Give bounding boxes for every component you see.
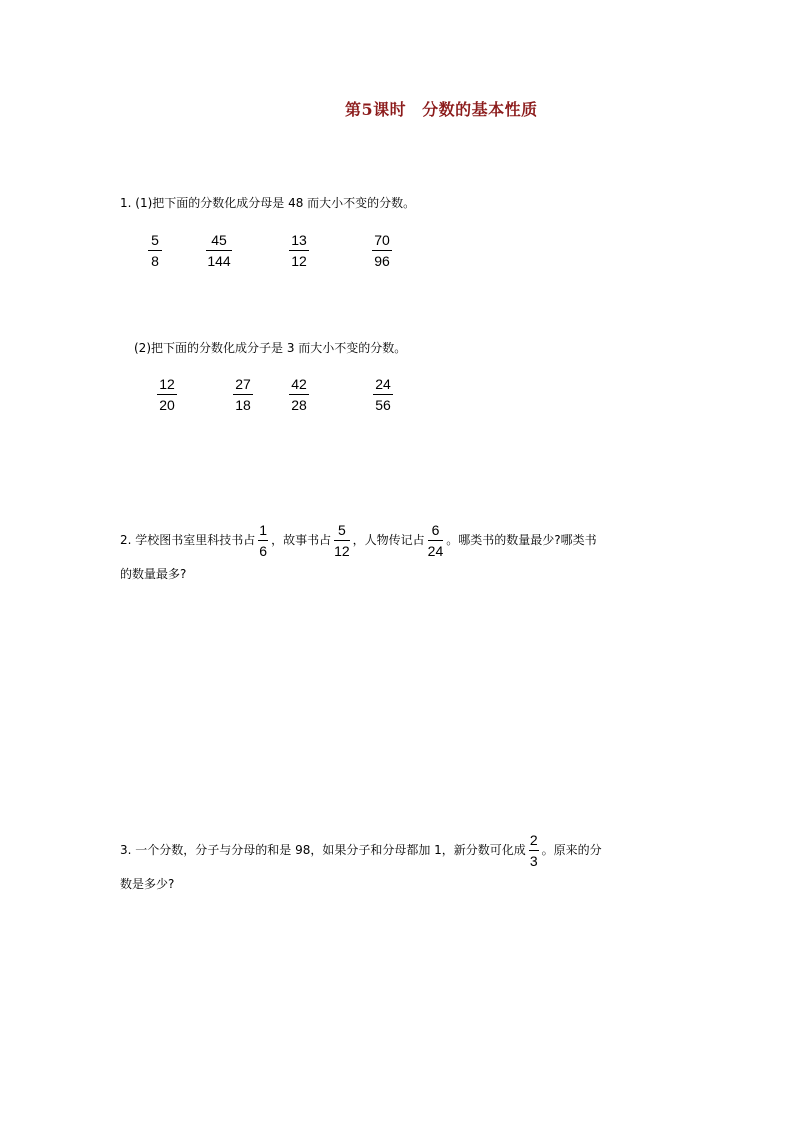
- fraction: [258, 522, 268, 559]
- q2-text-3: ，人物传记占: [352, 533, 425, 547]
- lesson-topic: 分数的基本性质: [422, 100, 538, 119]
- denominator: 96: [374, 253, 390, 269]
- numerator: 13: [291, 232, 307, 248]
- numerator: 45: [211, 232, 227, 248]
- denominator: 3: [529, 852, 538, 869]
- denominator: 6: [259, 542, 268, 559]
- numerator: 1: [259, 521, 268, 538]
- numerator: 5: [151, 232, 159, 248]
- fraction: [148, 232, 162, 269]
- q2-text-5: 的数量最多?: [120, 567, 187, 581]
- fraction: [373, 376, 393, 413]
- denominator: 18: [235, 397, 251, 413]
- q2-text-2: ，故事书占: [271, 533, 332, 547]
- q1-part2-text: (2)把下面的分数化成分子是 3 而大小不变的分数。: [134, 341, 407, 355]
- denominator: 144: [207, 253, 231, 269]
- fraction: [289, 232, 309, 269]
- q2-text-4: 。哪类书的数量最少?哪类书: [446, 533, 597, 547]
- numerator: 12: [159, 376, 175, 392]
- denominator: 12: [334, 542, 350, 559]
- fraction: [529, 832, 539, 869]
- denominator: 28: [291, 397, 307, 413]
- q3-text-3: 数是多少?: [120, 877, 175, 891]
- q3-text-1: 3. 一个分数，分子与分母的和是 98，如果分子和分母都加 1，新分数可化成: [120, 843, 526, 857]
- denominator: 12: [291, 253, 307, 269]
- denominator: 56: [375, 397, 391, 413]
- numerator: 6: [431, 521, 440, 538]
- numerator: 42: [291, 376, 307, 392]
- numerator: 27: [235, 376, 251, 392]
- fraction: [206, 232, 232, 269]
- question-2: [120, 520, 597, 586]
- numerator: 70: [374, 232, 390, 248]
- numerator: 24: [375, 376, 391, 392]
- fraction: [372, 232, 392, 269]
- denominator: 8: [151, 253, 159, 269]
- fraction: [233, 376, 253, 413]
- question-3: [120, 830, 602, 896]
- q3-text-2: 。原来的分: [541, 843, 602, 857]
- denominator: 20: [159, 397, 175, 413]
- q2-text-1: 2. 学校图书室里科技书占: [120, 533, 256, 547]
- q1-part1-text: 1. (1)把下面的分数化成分母是 48 而大小不变的分数。: [120, 196, 416, 210]
- fraction: [289, 376, 309, 413]
- lesson-number: 第5课时: [345, 100, 407, 119]
- page-title: [345, 97, 538, 120]
- numerator: 2: [529, 831, 538, 848]
- fraction: [157, 376, 177, 413]
- denominator: 24: [427, 542, 444, 559]
- fraction: [428, 522, 444, 559]
- fraction: [334, 522, 350, 559]
- numerator: 5: [337, 521, 346, 538]
